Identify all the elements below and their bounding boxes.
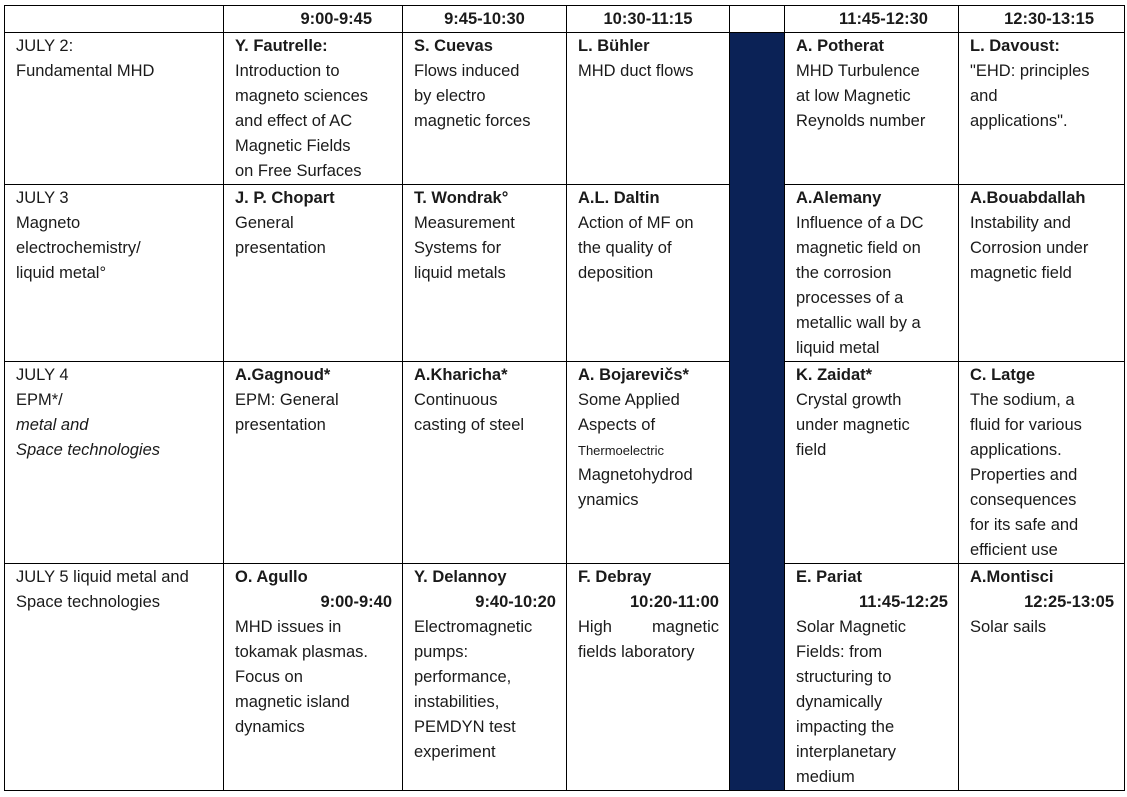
slot-header-2: 9:45-10:30 [403, 6, 567, 33]
session-text-line: Corrosion under [970, 239, 1089, 257]
session-cell [567, 33, 730, 185]
slot-header-3: 10:30-11:15 [567, 6, 730, 33]
speaker-name: A.Gagnoud* [235, 366, 331, 384]
session-text-line: electrochemistry/ [16, 239, 141, 257]
speaker-name: C. Latge [970, 366, 1036, 384]
session-text-line: instabilities, [414, 693, 500, 711]
session-text-line: EPM: General [235, 391, 339, 409]
session-cell [785, 33, 959, 185]
day-label-cell [5, 33, 224, 185]
session-text-line: JULY 5 liquid metal and [16, 568, 189, 586]
session-text-line: PEMDYN test [414, 718, 516, 736]
session-cell [785, 564, 959, 791]
session-cell [785, 362, 959, 564]
speaker-name: Y. Fautrelle: [235, 37, 328, 55]
session-text-line: metal and [16, 416, 89, 434]
day-header-cell [5, 6, 224, 33]
session-text-line: magnetic island [235, 693, 350, 711]
speaker-name: A.Bouabdallah [970, 189, 1086, 207]
session-text-line: casting of steel [414, 416, 525, 434]
session-cell [959, 362, 1125, 564]
session-text-line: Aspects of [578, 416, 656, 434]
session-text-line: magneto sciences [235, 87, 368, 105]
session-cell [224, 362, 403, 564]
session-time: 11:45-12:25 [859, 593, 948, 611]
speaker-name: E. Pariat [796, 568, 863, 586]
session-text-line: tokamak plasmas. [235, 643, 368, 661]
session-text-line: metallic wall by a [796, 314, 921, 332]
session-text-line: applications". [970, 112, 1068, 130]
session-text-line: the corrosion [796, 264, 892, 282]
session-text-line: Action of MF on [578, 214, 694, 232]
session-text-line: presentation [235, 416, 326, 434]
session-text-line: dynamically [796, 693, 883, 711]
session-text-line: interplanetary [796, 743, 896, 761]
session-text-line: by electro [414, 87, 486, 105]
schedule-table [4, 5, 1125, 791]
session-text-line: "EHD: principles [970, 62, 1090, 80]
session-text-line: liquid metal [796, 339, 880, 357]
session-text-line: Fields: from [796, 643, 883, 661]
session-cell [224, 564, 403, 791]
session-text-line: ynamics [578, 491, 639, 509]
slot-header-5: 12:30-13:15 [959, 6, 1125, 33]
session-text-line: Instability and [970, 214, 1071, 232]
session-text-line: presentation [235, 239, 326, 257]
session-text-line: Magneto [16, 214, 81, 232]
session-text-line: EPM*/ [16, 391, 63, 409]
session-text-line: Introduction to [235, 62, 340, 80]
day-label-cell [5, 185, 224, 362]
session-text-line: Influence of a DC [796, 214, 924, 232]
session-text-line: MHD issues in [235, 618, 342, 636]
speaker-name: A.Alemany [796, 189, 882, 207]
speaker-name: L. Bühler [578, 37, 650, 55]
session-text-line: liquid metals [414, 264, 506, 282]
session-text-line: performance, [414, 668, 512, 686]
session-text-line: Solar Magnetic [796, 618, 907, 636]
day-label-cell [5, 564, 224, 791]
session-cell [403, 362, 567, 564]
speaker-name: S. Cuevas [414, 37, 493, 55]
session-text-line: High magnetic [578, 618, 719, 636]
slot-header-4: 11:45-12:30 [785, 6, 959, 33]
session-cell [567, 564, 730, 791]
session-text-line: Electromagnetic [414, 618, 533, 636]
session-text-line: magnetic field [970, 264, 1072, 282]
day-label-cell [5, 362, 224, 564]
day-row-july-3 [5, 185, 1125, 362]
session-text-line: and [970, 87, 998, 105]
session-cell [403, 185, 567, 362]
session-text-line: Fundamental MHD [16, 62, 155, 80]
session-text-line: at low Magnetic [796, 87, 911, 105]
session-text-line: Space technologies [16, 441, 161, 459]
session-text-line: JULY 3 [16, 189, 69, 207]
speaker-name: Y. Delannoy [414, 568, 507, 586]
session-text-line: JULY 4 [16, 366, 69, 384]
session-text-line: deposition [578, 264, 654, 282]
session-text-line: Thermoelectric [578, 443, 664, 458]
session-text-line: Measurement [414, 214, 515, 232]
day-row-july-2 [5, 33, 1125, 185]
session-text-line: processes of a [796, 289, 904, 307]
session-text-line: Magnetic Fields [235, 137, 351, 155]
speaker-name: A.Kharicha* [414, 366, 508, 384]
session-text-line: Flows induced [414, 62, 520, 80]
session-text-line: Crystal growth [796, 391, 902, 409]
session-text-line: consequences [970, 491, 1077, 509]
session-cell [567, 362, 730, 564]
speaker-name: L. Davoust: [970, 37, 1060, 55]
session-text-line: efficient use [970, 541, 1058, 559]
speaker-name: K. Zaidat* [796, 366, 873, 384]
session-text-line: Magnetohydrod [578, 466, 693, 484]
session-cell [785, 185, 959, 362]
session-text-line: impacting the [796, 718, 895, 736]
session-text-line: under magnetic [796, 416, 910, 434]
session-text-line: fields laboratory [578, 643, 695, 661]
session-time: 12:25-13:05 [1024, 593, 1114, 611]
speaker-name: A.Montisci [970, 568, 1054, 586]
session-cell [403, 564, 567, 791]
session-cell [959, 33, 1125, 185]
speaker-name: J. P. Chopart [235, 189, 335, 207]
session-text-line: Properties and [970, 466, 1078, 484]
session-text-line: structuring to [796, 668, 892, 686]
session-text-line: Reynolds number [796, 112, 926, 130]
session-text-line: The sodium, a [970, 391, 1075, 409]
session-text-line: field [796, 441, 827, 459]
break-header-cell [730, 6, 785, 33]
session-time: 10:20-11:00 [630, 593, 719, 611]
session-text-line: on Free Surfaces [235, 162, 362, 180]
session-text-line: Focus on [235, 668, 303, 686]
session-cell [224, 33, 403, 185]
session-text-line: magnetic field on [796, 239, 921, 257]
session-text-line: for its safe and [970, 516, 1079, 534]
session-time: 9:00-9:40 [320, 593, 392, 611]
session-cell [959, 185, 1125, 362]
session-cell [959, 564, 1125, 791]
session-text-line: fluid for various [970, 416, 1082, 434]
session-text-line: the quality of [578, 239, 672, 257]
session-text-line: dynamics [235, 718, 305, 736]
session-cell [224, 185, 403, 362]
header-row [5, 6, 1125, 33]
session-cell [403, 33, 567, 185]
session-text-line: MHD Turbulence [796, 62, 920, 80]
speaker-name: O. Agullo [235, 568, 308, 586]
break-column [730, 33, 785, 791]
speaker-name: A. Potherat [796, 37, 885, 55]
session-time: 9:40-10:20 [475, 593, 556, 611]
session-text-line: General [235, 214, 294, 232]
session-cell [567, 185, 730, 362]
day-row-july-4 [5, 362, 1125, 564]
session-text-line: and effect of AC [235, 112, 353, 130]
speaker-name: A.L. Daltin [578, 189, 660, 207]
session-text-line: Continuous [414, 391, 498, 409]
speaker-name: F. Debray [578, 568, 652, 586]
session-text-line: Solar sails [970, 618, 1047, 636]
session-text-line: JULY 2: [16, 37, 74, 55]
session-text-line: liquid metal° [16, 264, 107, 282]
day-row-july-5 [5, 564, 1125, 791]
speaker-name: A. Bojarevičs* [578, 366, 689, 384]
session-text-line: magnetic forces [414, 112, 531, 130]
slot-header-1: 9:00-9:45 [224, 6, 403, 33]
session-text-line: Systems for [414, 239, 502, 257]
session-text-line: experiment [414, 743, 496, 761]
session-text-line: Space technologies [16, 593, 161, 611]
session-text-line: Some Applied [578, 391, 680, 409]
session-text-line: MHD duct flows [578, 62, 694, 80]
session-text-line: medium [796, 768, 855, 786]
speaker-name: T. Wondrak° [414, 189, 509, 207]
session-text-line: pumps: [414, 643, 469, 661]
session-text-line: applications. [970, 441, 1062, 459]
